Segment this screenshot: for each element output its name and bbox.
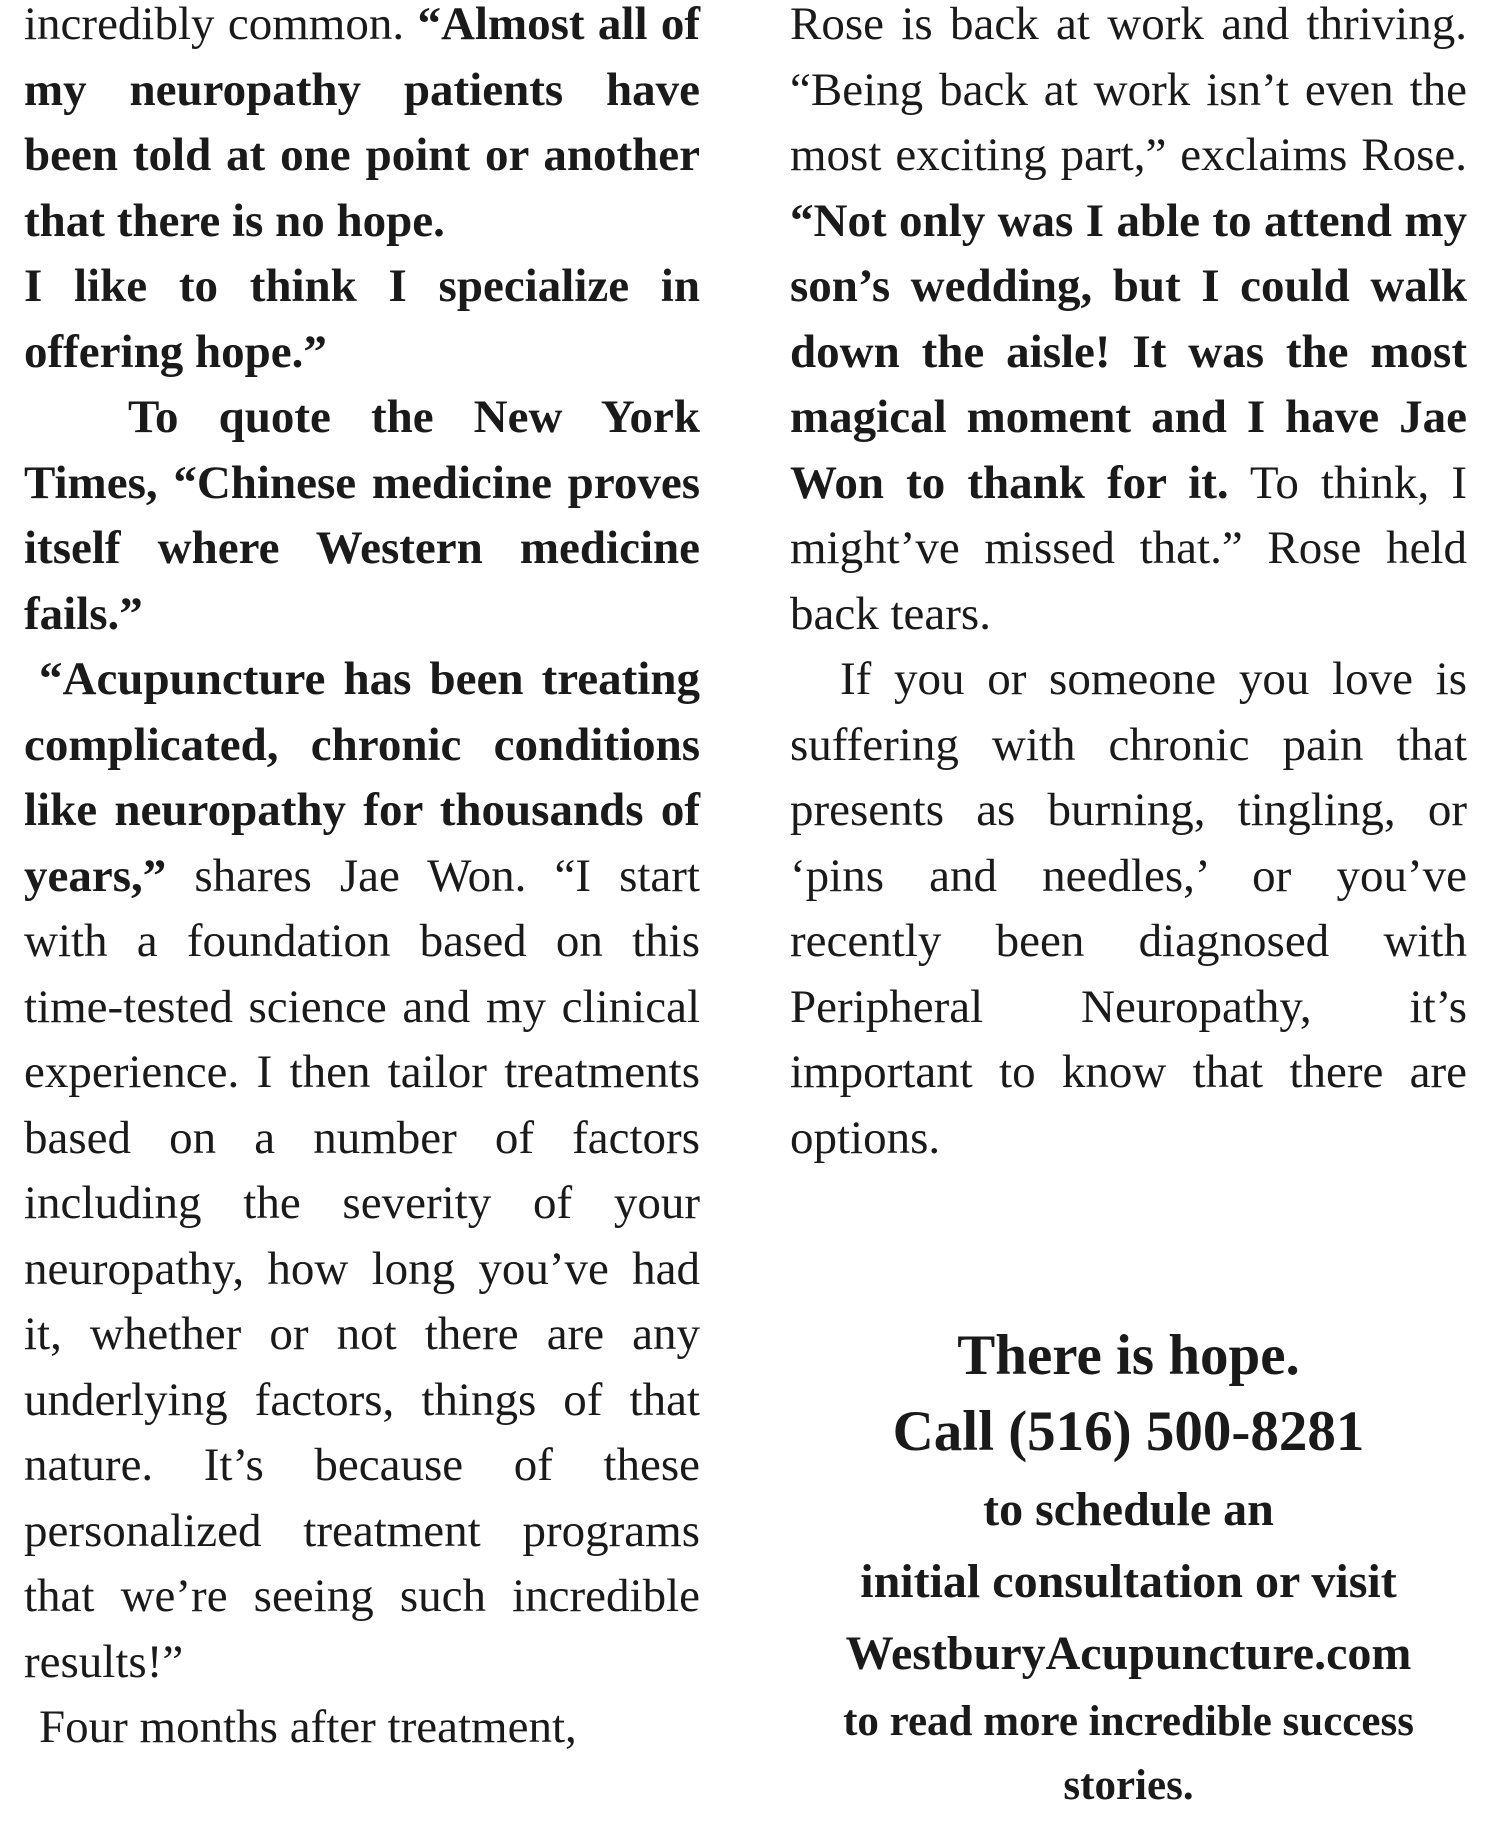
text-normal: Rose is back at work and thriving. “Being back at work isn’t even the most exciting part,” exclaims Rose.: [790, 0, 1467, 181]
paragraph-rose-story: [790, 0, 1467, 647]
text-bold-quote: I like to think I specialize in offering hope.”: [24, 260, 700, 378]
left-column: [24, 0, 700, 1761]
text-bold-quote: To quote the New York Times, “Chinese medicine proves itself where Western medicine fails.”: [24, 391, 700, 640]
paragraph-specialize-hope: [24, 254, 700, 385]
text-normal: shares Jae Won. “I start with a foundation based on this time-tested science and my clinical experience. I then tailor treatments based on a number of factors including the severity of your neuropathy, how long you’ve had it, whether or not there are any underlying factors, things of that nature. It’s because of these personalized treatment programs that we’re seeing such incredible results!”: [24, 849, 700, 1688]
text-bold-quote: “Almost all of my neuropathy patients have been told at one point or another that there is no hope.: [24, 0, 700, 247]
text-normal: Four months after treatment,: [39, 1701, 577, 1753]
text-normal: incredibly common.: [24, 0, 418, 50]
call-to-action: [790, 1318, 1467, 1818]
text-normal: To think, I might’ve missed that.” Rose held back tears.: [790, 456, 1467, 640]
text-normal: If you or someone you love is suffering with chronic pain that presents as burning, tingling, or ‘pins and needles,’ or you’ve recently been diagnosed with Peripheral Neuropathy, it’s important to know that there are options.: [790, 653, 1467, 1164]
paragraph-acupuncture: [24, 647, 700, 1695]
paragraph-four-months: [24, 1695, 700, 1761]
paragraph-patients-hope: [24, 0, 700, 254]
right-column: [790, 0, 1467, 1171]
cta-website: WestburyAcupuncture.com: [845, 1627, 1412, 1680]
paragraph-options: [790, 647, 1467, 1171]
cta-schedule: to schedule an: [983, 1483, 1274, 1536]
cta-phone: Call (516) 500-8281: [892, 1400, 1365, 1463]
cta-success-stories: to read more incredible success stories.: [843, 1698, 1414, 1809]
text-bold-quote: “Acupuncture has been treating complicated, chronic conditions like neuropathy for thousands of years,”: [24, 653, 700, 902]
cta-headline: There is hope.: [957, 1324, 1300, 1387]
paragraph-nyt-quote: [24, 385, 700, 647]
cta-consultation: initial consultation or visit: [860, 1555, 1397, 1608]
text-bold-quote: “Not only was I able to attend my son’s wedding, but I could walk down the aisle! It was the most magical moment and I have Jae Won to thank for it.: [790, 194, 1467, 509]
